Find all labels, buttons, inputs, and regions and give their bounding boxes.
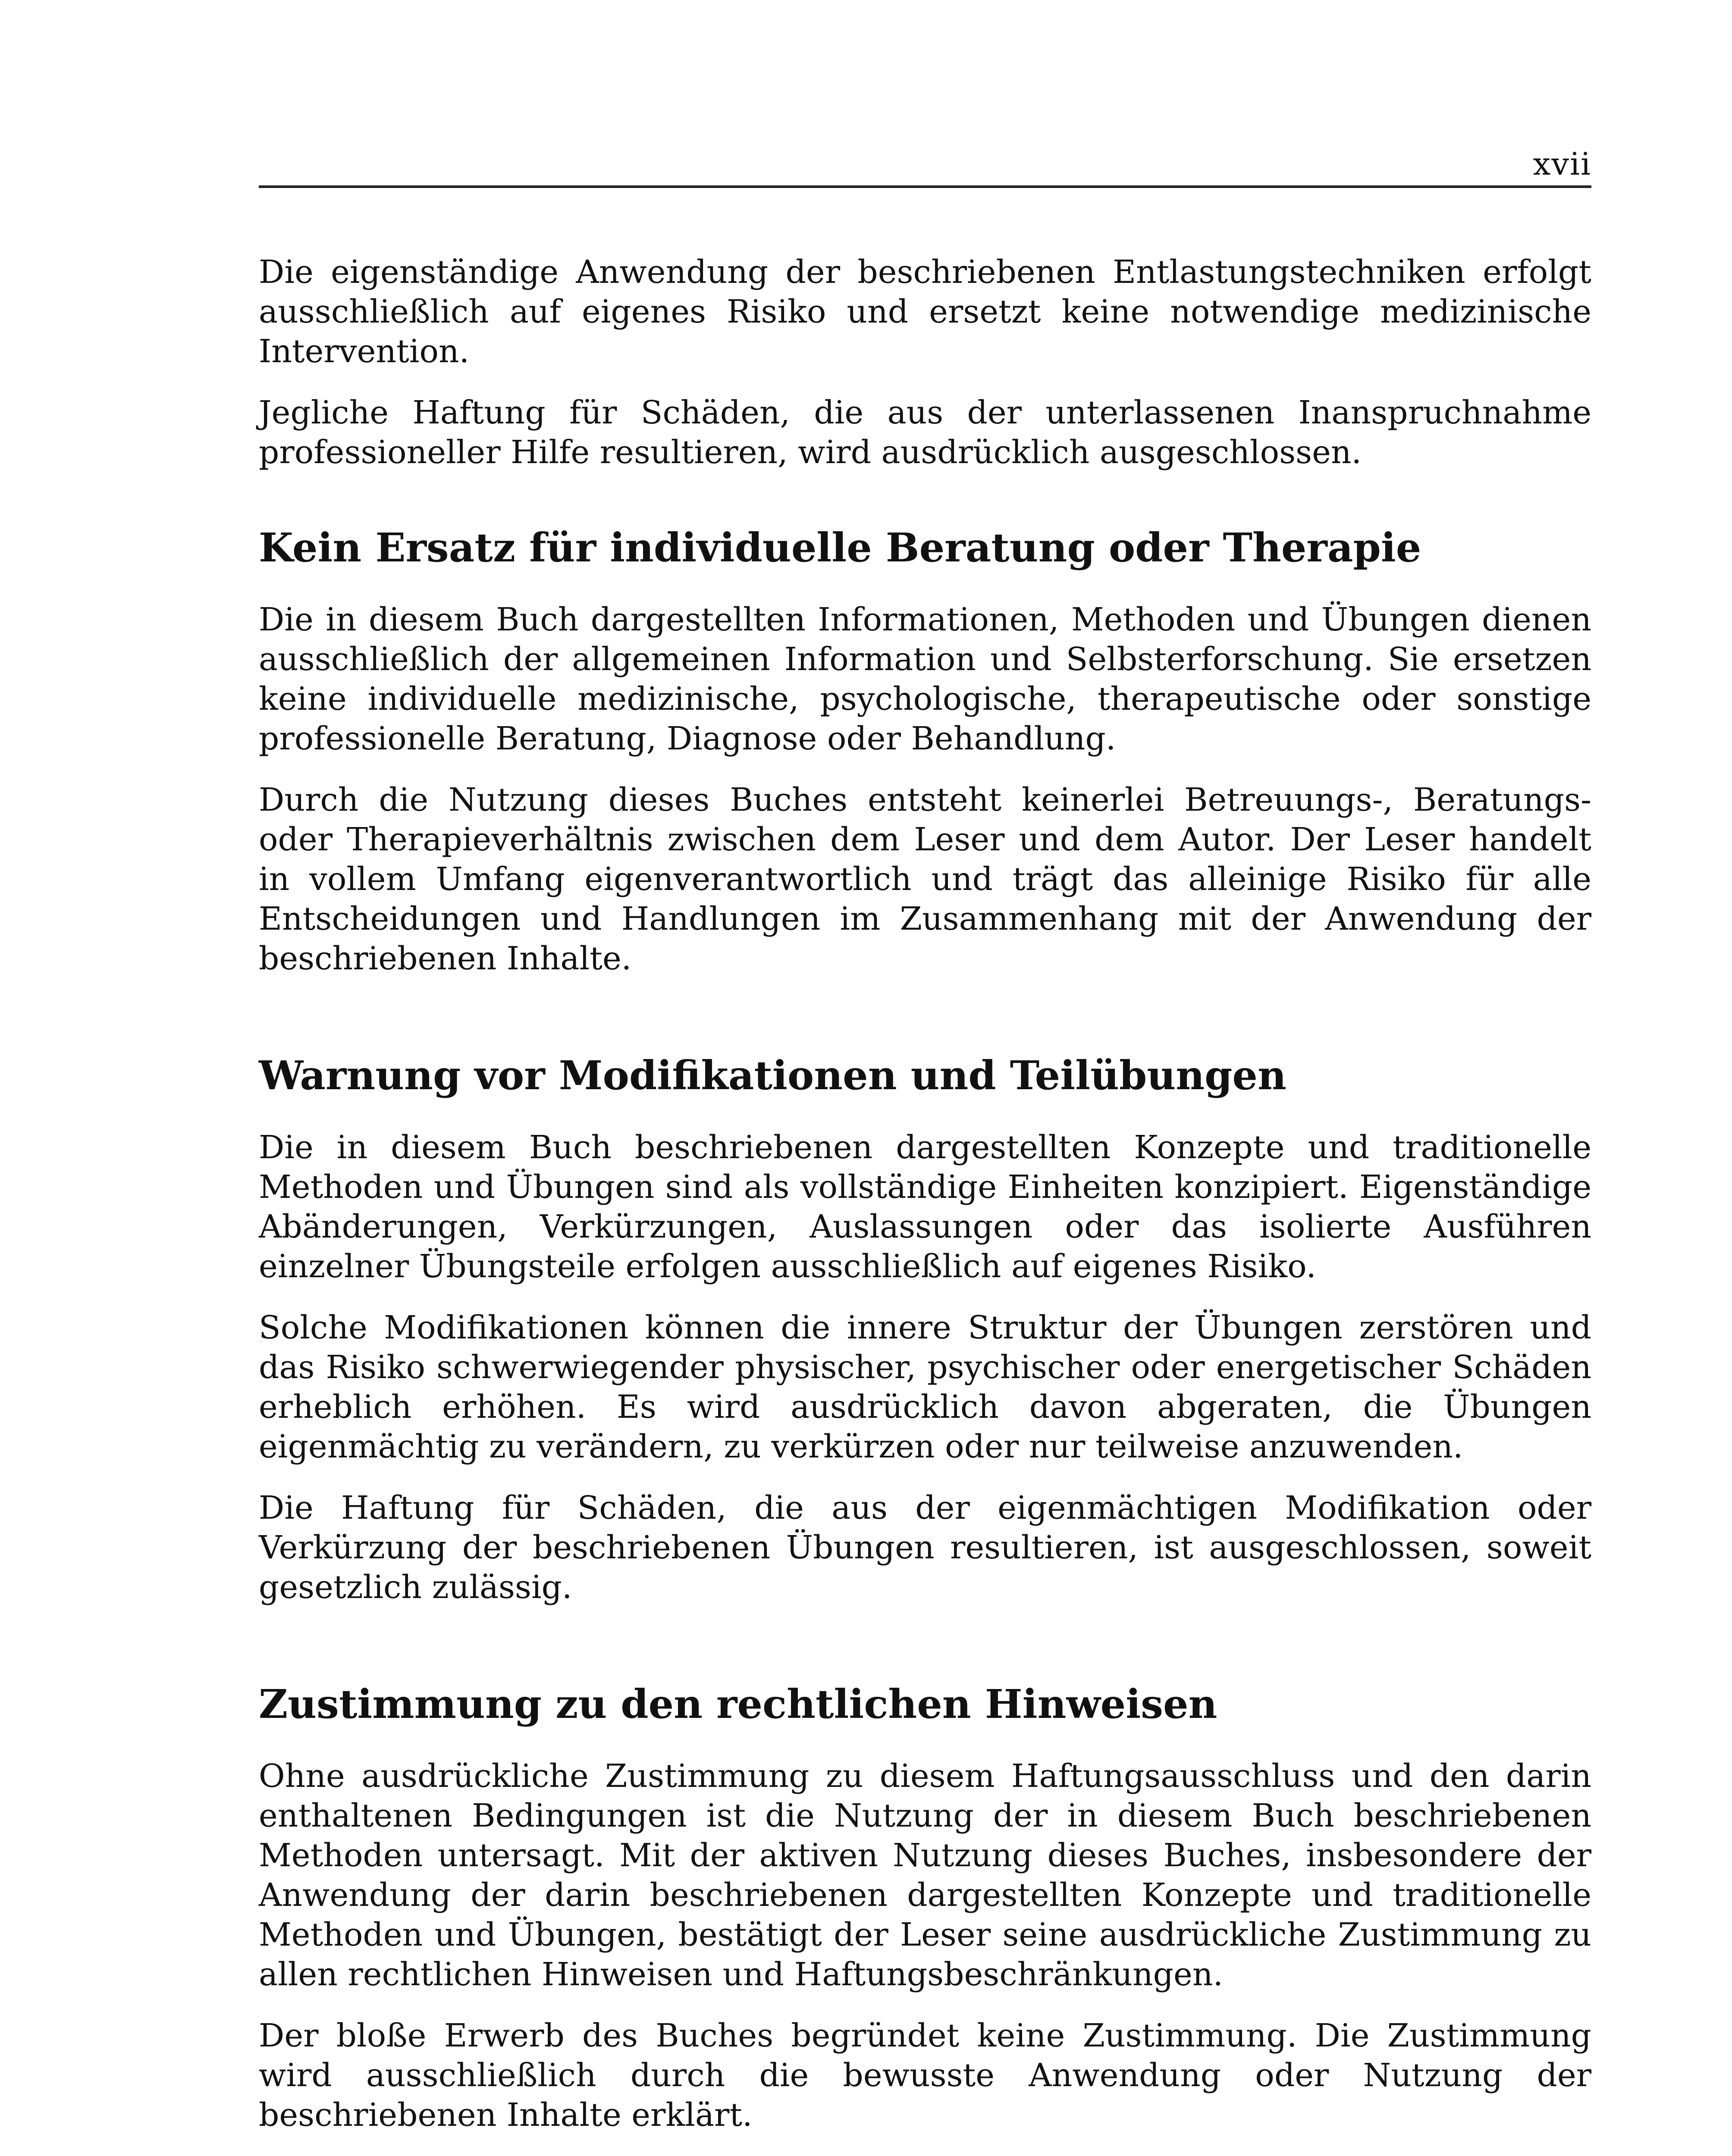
page-header (259, 142, 1591, 188)
paragraph: Die in diesem Buch dargestellten Informationen, Methoden und Übungen dienen ausschließlich der allgemeinen Information und Selbsterforschung. Sie ersetzen keine individuelle medizinische, psychologische, therapeutische oder sonstige professionelle Beratung, Diagnose oder Behandlung. (259, 601, 1591, 757)
paragraph: Die in diesem Buch beschriebenen dargestellten Konzepte und traditionelle Methoden und Übungen sind als vollständige Einheiten konzipiert. Eigenständige Abänderungen, Verkürzungen, Auslassungen oder das isolierte Ausführen einzelner Übungsteile erfolgen ausschließlich auf eigenes Risiko. (259, 1129, 1591, 1285)
page-number: xvii (1533, 146, 1591, 182)
paragraph: Jegliche Haftung für Schäden, die aus der unterlassenen Inanspruchnahme professioneller Hilfe resultieren, wird ausdrücklich ausgeschlossen. (259, 394, 1591, 471)
page-body (259, 252, 1591, 2156)
paragraph: Durch die Nutzung dieses Buches entsteht keinerlei Betreuungs-, Beratungs- oder Therapieverhältnis zwischen dem Leser und dem Autor. Der Leser handelt in vollem Umfang eigenverantwortlich und trägt das alleinige Risiko für alle Entscheidungen und Handlungen im Zusammenhang mit der Anwendung der beschriebenen Inhalte. (259, 781, 1591, 977)
paragraph: Der bloße Erwerb des Buches begründet keine Zustimmung. Die Zustimmung wird ausschließlich durch die bewusste Anwendung oder Nutzung der beschriebenen Inhalte erklärt. (259, 2017, 1591, 2134)
paragraph: Die Haftung für Schäden, die aus der eigenmächtigen Modifikation oder Verkürzung der beschriebenen Übungen resultieren, ist ausgeschlossen, soweit gesetzlich zulässig. (259, 1489, 1591, 1606)
section-heading: Kein Ersatz für individuelle Beratung oder Therapie (259, 524, 1421, 571)
section-heading: Zustimmung zu den rechtlichen Hinweisen (259, 1681, 1217, 1727)
paragraph: Ohne ausdrückliche Zustimmung zu diesem Haftungsausschluss und den darin enthaltenen Bedingungen ist die Nutzung der in diesem Buch beschriebenen Methoden untersagt. Mit der aktiven Nutzung dieses Buches, insbesondere der Anwendung der darin beschriebenen dargestellten Konzepte und traditionelle Methoden und Übungen, bestätigt der Leser seine ausdrückliche Zustimmung zu allen rechtlichen Hinweisen und Haftungsbeschränkungen. (259, 1758, 1591, 1993)
section-heading: Warnung vor Modifikationen und Teilübungen (259, 1052, 1286, 1099)
paragraph: Die eigenständige Anwendung der beschriebenen Entlastungstechniken erfolgt ausschließlich auf eigenes Risiko und ersetzt keine notwendige medizinische Intervention. (259, 254, 1591, 370)
paragraph: Solche Modifikationen können die innere Struktur der Übungen zerstören und das Risiko schwerwiegender physischer, psychischer oder energetischer Schäden erheblich erhöhen. Es wird ausdrücklich davon abgeraten, die Übungen eigenmächtig zu verändern, zu verkürzen oder nur teilweise anzuwenden. (259, 1309, 1591, 1465)
